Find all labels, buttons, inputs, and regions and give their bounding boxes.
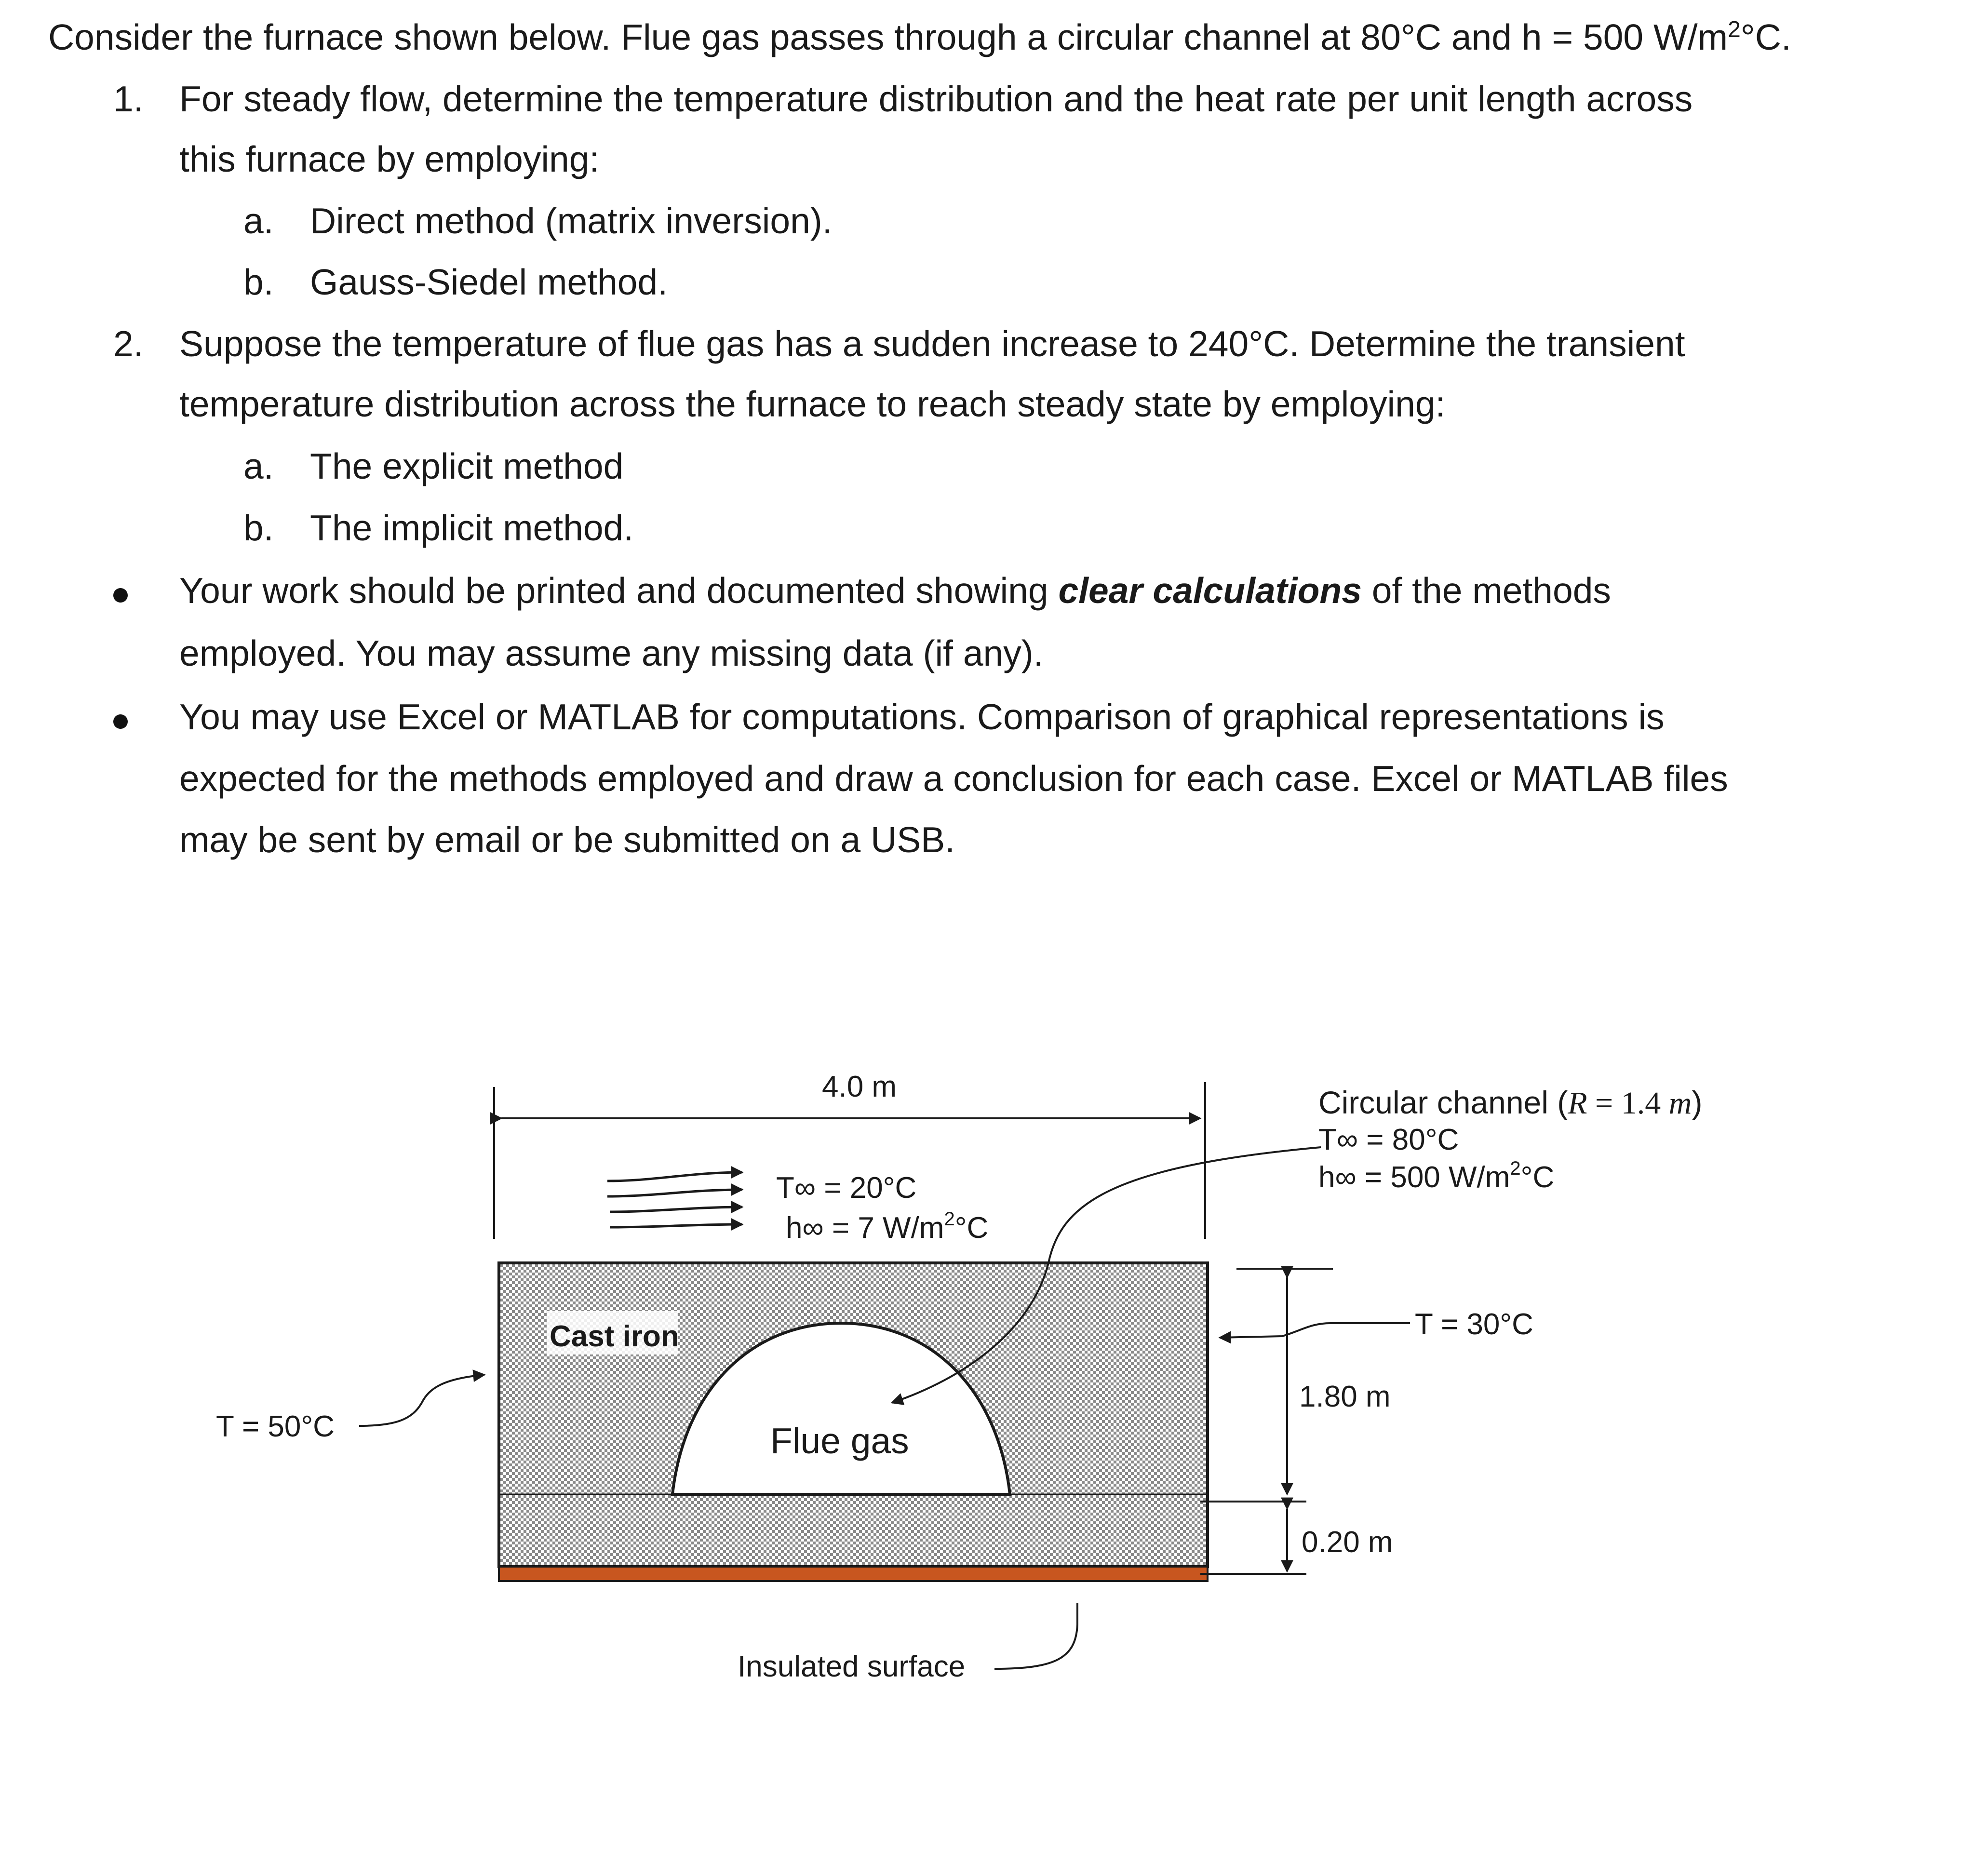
question-1-number: 1. (113, 79, 144, 119)
top-tinf-label: T∞ = 20°C (776, 1171, 917, 1205)
flue-gas-label: Flue gas (770, 1421, 909, 1461)
insulated-surface-strip (499, 1567, 1208, 1581)
bullet-1-line-2: employed. You may assume any missing data (if any). (179, 633, 1044, 673)
question-1-b-label: b. (243, 262, 274, 302)
insulated-surface-label: Insulated surface (738, 1650, 966, 1683)
convection-arrows (607, 1172, 742, 1227)
channel-title: Circular channel (R = 1.4 m) (1318, 1085, 1703, 1121)
question-2-line-1: Suppose the temperature of flue gas has a sudden increase to 240°C. Determine the transient (179, 323, 1685, 364)
bullet-1-emphasis: clear calculations (1058, 570, 1362, 611)
question-1-line-1: For steady flow, determine the temperature distribution and the heat rate per unit length across (179, 79, 1693, 119)
question-2-a-text: The explicit method (310, 446, 624, 486)
question-2-number: 2. (113, 323, 144, 364)
bullet-2-line-2: expected for the methods employed and draw a conclusion for each case. Excel or MATLAB files (179, 758, 1728, 799)
question-1-b-text: Gauss-Siedel method. (310, 262, 668, 302)
channel-h-label: h∞ = 500 $W/m^2^\circ C$ (1318, 1158, 1555, 1194)
right-temp-leader (1220, 1323, 1410, 1338)
height-lower-label: 0.20 m (1302, 1526, 1393, 1559)
height-upper-label: 1.80 m (1299, 1380, 1391, 1413)
width-label: 4.0 m (822, 1070, 897, 1103)
insulated-surface-leader (994, 1603, 1077, 1669)
intro-text: Consider the furnace shown below. Flue gas passes through a circular channel at 80°C and h = 500 $W/m^2^\circ C$. (48, 17, 1791, 57)
left-temp-label: T = 50°C (216, 1410, 335, 1443)
question-1-a-text: Direct method (matrix inversion). (310, 201, 833, 241)
question-2-b-label: b. (243, 508, 274, 548)
bullet-2-line-3: may be sent by email or be submitted on a USB. (179, 819, 955, 860)
top-h-label: h∞ = 7 $W/m^2^\circ C$ (786, 1208, 989, 1245)
question-1-line-2: this furnace by employing: (179, 139, 600, 179)
question-2-b-text: The implicit method. (310, 508, 634, 548)
bullet-1-line-1: Your work should be printed and documented showing clear calculations of the methods (179, 570, 1611, 611)
question-2-a-label: a. (243, 446, 274, 486)
channel-tinf-label: T∞ = 80°C (1318, 1123, 1459, 1156)
bullet-2-line-1: You may use Excel or MATLAB for computations. Comparison of graphical representations is (179, 697, 1665, 737)
left-temp-leader (359, 1375, 484, 1426)
cast-iron-label: Cast iron (550, 1320, 679, 1353)
right-temp-label: T = 30°C (1415, 1308, 1533, 1341)
question-1-a-label: a. (243, 201, 274, 241)
question-2-line-2: temperature distribution across the furnace to reach steady state by employing: (179, 384, 1446, 424)
